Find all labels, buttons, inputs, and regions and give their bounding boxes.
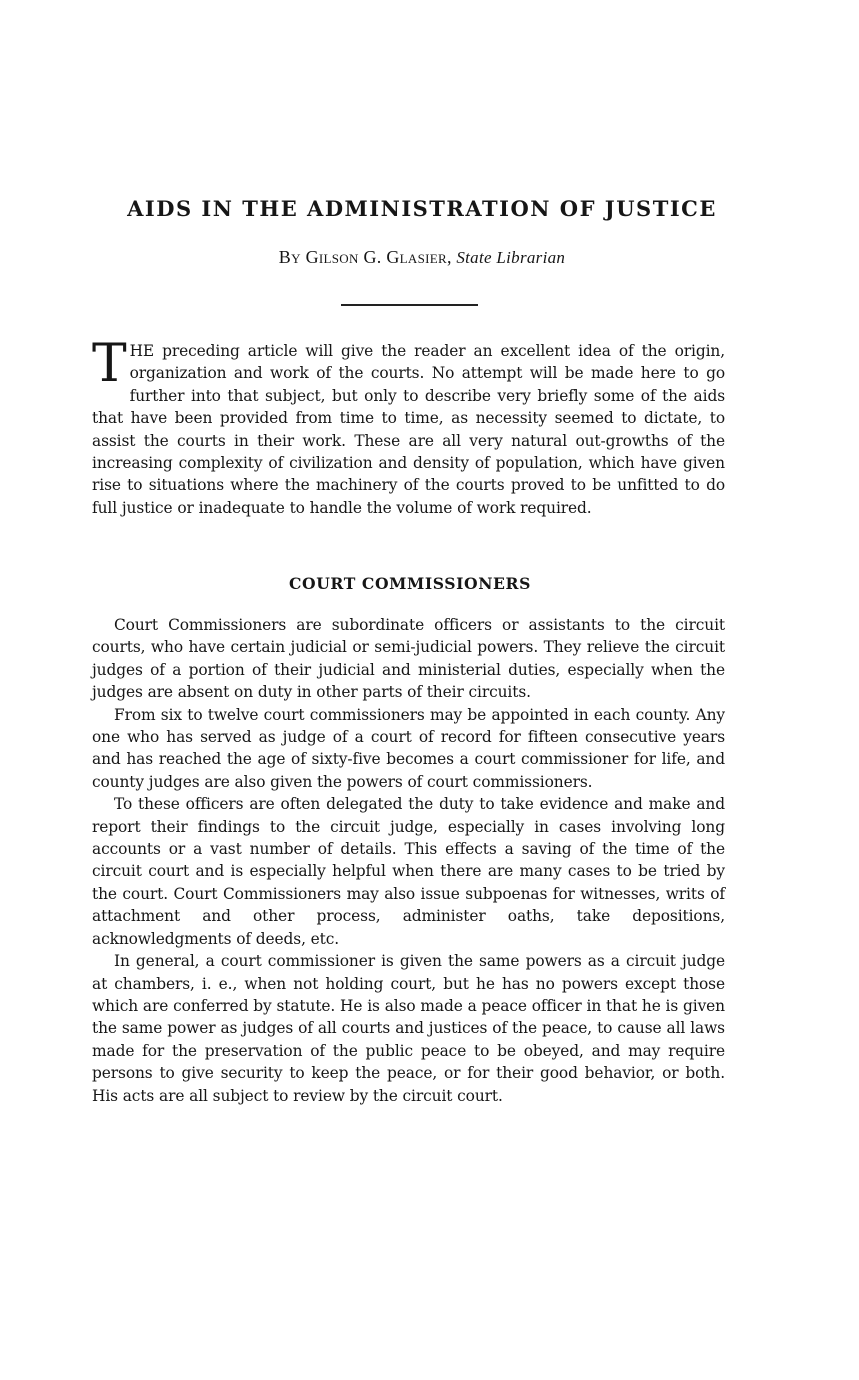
intro-paragraph bbox=[92, 334, 725, 519]
section-paragraph: To these officers are often delegated the duty to take evidence and make and report their findings to the circuit judge, especially in cases involving long accounts or a vast number of details. This effects a saving of the time of the circuit court and is especially helpful when there are many cases to be tried by the court. Court Commissioners may also issue subpoenas for witnesses, writs of attachment and other process, administer oaths, take depositions, acknowledgments of deeds, etc. bbox=[92, 795, 725, 948]
section-paragraph: From six to twelve court commissioners may be appointed in each county. Any one who has served as judge of a court of record for fifteen consecutive years and has reached the age of sixty-five becomes a court commissioner for life, and county judges are also given the powers of court commissioners. bbox=[92, 705, 725, 791]
title-divider bbox=[341, 304, 478, 306]
article-title: AIDS IN THE ADMINISTRATION OF JUSTICE bbox=[127, 196, 717, 221]
section-paragraph: Court Commissioners are subordinate officers or assistants to the circuit courts, who have certain judicial or semi-judicial powers. They relieve the circuit judges of a portion of their judicial and ministerial duties, especially when the judges are absent on duty in other parts of their circuits. bbox=[92, 616, 725, 702]
drop-cap: T bbox=[92, 334, 127, 394]
intro-text: HE preceding article will give the reader an excellent idea of the origin, organization and work of the courts. No attempt will be made here to go further into that subject, but only to describe very briefly some of the aids that have been provided from time to time, as necessity seemed to dictate, to assist the courts in their work. These are all very natural out-growths of the increasing complexity of civilization and density of population, which have given rise to situations where the machinery of the courts proved to be unfitted to do full justice or inadequate to handle the volume of work required. bbox=[92, 342, 725, 517]
section-body bbox=[92, 614, 725, 1107]
section-paragraph: In general, a court commissioner is given the same powers as a circuit judge at chambers, i. e., when not holding court, but he has no powers except those which are conferred by statute. He is also made a peace officer in that he is given the same power as judges of all courts and justices of the peace, to cause all laws made for the preservation of the public peace to be obeyed, and may require persons to give security to keep the peace, or for their good behavior, or both. His acts are all subject to review by the circuit court. bbox=[92, 952, 725, 1105]
byline-role: State Librarian bbox=[456, 248, 566, 267]
section-heading: COURT COMMISSIONERS bbox=[289, 574, 531, 593]
byline-author: By Gilson G. Glasier, bbox=[278, 247, 452, 267]
article-byline bbox=[0, 247, 832, 268]
